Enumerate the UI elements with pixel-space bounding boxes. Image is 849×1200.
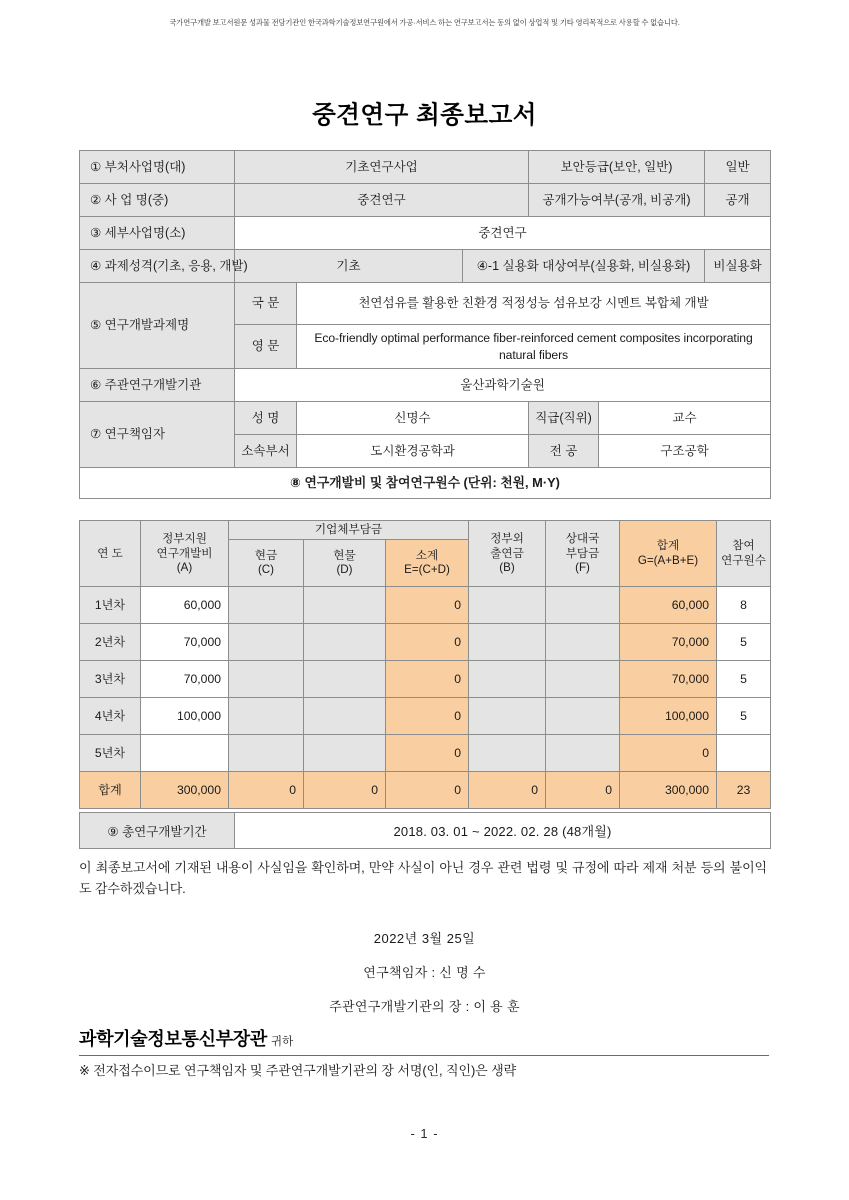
cell-cash — [229, 587, 304, 624]
cell-counterpart-total: 0 — [546, 772, 620, 809]
signature-organization-head: 주관연구개발기관의 장 : 이 용 훈 — [329, 999, 520, 1014]
counterpart-line2: 부담금 — [565, 546, 600, 560]
cell-year: 2년차 — [80, 624, 141, 661]
budget-table-body — [80, 587, 771, 809]
cell-gov-funding-total: 300,000 — [141, 772, 229, 809]
value-project-title-ko: 천연섬유를 활용한 친환경 적정성능 섬유보강 시멘트 복합체 개발 — [297, 283, 771, 325]
gov-funding-line2: 연구개발비 — [156, 546, 213, 560]
label-subprogram-name: ③ 세부사업명(소) — [80, 217, 235, 250]
cell-year-total: 합계 — [80, 772, 141, 809]
subtotal-line1: 소계 — [415, 549, 439, 562]
cell-gov-funding: 70,000 — [141, 624, 229, 661]
budget-table — [79, 520, 771, 809]
cell-counterpart — [546, 587, 620, 624]
value-security-grade: 일반 — [705, 151, 771, 184]
table-row-program-name — [80, 184, 771, 217]
value-project-title-en: Eco-friendly optimal performance fiber-reinforced cement composites incorporating natural fibers — [297, 325, 771, 369]
researchers-line1: 참여 — [732, 539, 755, 553]
counterpart-line3: (F) — [575, 560, 590, 574]
table-row-budget-section-header — [80, 468, 771, 499]
label-lead-institution: ⑥ 주관연구개발기관 — [80, 369, 235, 402]
cell-counterpart — [546, 661, 620, 698]
cell-researchers: 5 — [717, 624, 771, 661]
cell-nongov — [469, 587, 546, 624]
table-row-pi-name — [80, 402, 771, 435]
value-program-name: 중견연구 — [235, 184, 529, 217]
nongov-line2: 출연금 — [490, 546, 524, 560]
label-disclosure: 공개가능여부(공개, 비공개) — [529, 184, 705, 217]
cell-gov-funding: 100,000 — [141, 698, 229, 735]
gov-funding-line1: 정부지원 — [162, 532, 207, 546]
value-ministry-program: 기초연구사업 — [235, 151, 529, 184]
page-number: - 1 - — [410, 1126, 439, 1141]
label-ministry-program: ① 부처사업명(대) — [80, 151, 235, 184]
subtotal-line2: E=(C+D) — [404, 563, 450, 577]
value-lead-institution: 울산과학기술원 — [235, 369, 771, 402]
cell-inkind — [304, 661, 386, 698]
cell-nongov-total: 0 — [469, 772, 546, 809]
research-period-table — [79, 812, 771, 849]
researchers-line2: 연구원수 — [721, 553, 766, 567]
value-research-period: 2018. 03. 01 ~ 2022. 02. 28 (48개월) — [235, 813, 771, 849]
minister-addressee — [79, 1025, 769, 1056]
label-project-character: ④ 과제성격(기초, 응용, 개발) — [80, 250, 235, 283]
label-project-title: ⑤ 연구개발과제명 — [80, 283, 235, 369]
gov-funding-line3: (A) — [176, 560, 193, 574]
cash-line2: (C) — [257, 563, 275, 577]
col-header-grand-total — [620, 521, 717, 587]
cell-researchers: 5 — [717, 661, 771, 698]
value-commercialization: 비실용화 — [705, 250, 771, 283]
page-title: 중견연구 최종보고서 — [312, 102, 537, 129]
table-row-research-period — [80, 813, 771, 849]
table-row — [80, 624, 771, 661]
table-row — [80, 661, 771, 698]
cell-cash — [229, 698, 304, 735]
project-info-table — [79, 150, 771, 499]
cell-year: 4년차 — [80, 698, 141, 735]
value-pi-position: 교수 — [599, 402, 771, 435]
value-pi-name: 신명수 — [297, 402, 529, 435]
table-row-subprogram-name — [80, 217, 771, 250]
cell-grand-total-total: 300,000 — [620, 772, 717, 809]
cash-line1: 현금 — [254, 549, 278, 562]
table-row — [80, 587, 771, 624]
cell-gov-funding: 70,000 — [141, 661, 229, 698]
value-disclosure: 공개 — [705, 184, 771, 217]
table-row-total — [80, 772, 771, 809]
declaration-text: 이 최종보고서에 기재된 내용이 사실임을 확인하며, 만약 사실이 아닌 경우 관련 법령 및 규정에 따라 제재 처분 등의 불이익도 감수하겠습니다. — [79, 860, 767, 897]
cell-year: 5년차 — [80, 735, 141, 772]
cell-inkind — [304, 587, 386, 624]
cell-grand-total: 70,000 — [620, 624, 717, 661]
budget-section-title: ⑧ 연구개발비 및 참여연구원수 (단위: 천원, M·Y) — [80, 468, 771, 499]
minister-honorific: 귀하 — [270, 1036, 294, 1048]
col-header-researchers — [717, 521, 771, 587]
col-header-year: 연 도 — [80, 521, 141, 587]
budget-header-row-1 — [80, 521, 771, 540]
cell-counterpart — [546, 698, 620, 735]
cell-researchers: 8 — [717, 587, 771, 624]
col-header-cash — [229, 540, 304, 587]
cell-company-subtotal-total: 0 — [386, 772, 469, 809]
cell-nongov — [469, 624, 546, 661]
cell-grand-total: 60,000 — [620, 587, 717, 624]
label-security-grade: 보안등급(보안, 일반) — [529, 151, 705, 184]
col-header-gov-funding — [141, 521, 229, 587]
label-pi-position: 직급(직위) — [529, 402, 599, 435]
inkind-line2: (D) — [336, 563, 353, 577]
label-title-english: 영 문 — [235, 325, 297, 369]
cell-nongov — [469, 661, 546, 698]
cell-year: 3년차 — [80, 661, 141, 698]
col-header-company-contribution: 기업체부담금 — [229, 521, 469, 540]
cell-inkind-total: 0 — [304, 772, 386, 809]
table-row-lead-institution — [80, 369, 771, 402]
inkind-line1: 현물 — [333, 549, 356, 562]
label-pi-major: 전 공 — [529, 435, 599, 468]
signature-date: 2022년 3월 25일 — [373, 931, 476, 946]
col-header-nongov-funding — [469, 521, 546, 587]
minister-title: 과학기술정보통신부장관 — [79, 1029, 267, 1049]
cell-inkind — [304, 698, 386, 735]
cell-cash — [229, 735, 304, 772]
label-program-name: ② 사 업 명(중) — [80, 184, 235, 217]
cell-grand-total: 70,000 — [620, 661, 717, 698]
label-commercialization: ④-1 실용화 대상여부(실용화, 비실용화) — [463, 250, 705, 283]
value-pi-major: 구조공학 — [599, 435, 771, 468]
value-project-character: 기초 — [235, 250, 463, 283]
cell-cash-total: 0 — [229, 772, 304, 809]
col-header-counterpart-country — [546, 521, 620, 587]
copyright-notice: 국가연구개발 보고서원문 성과물 전담기관인 한국과학기술정보연구원에서 가공·서비스 하는 연구보고서는 동의 없이 상업적 및 기타 영리목적으로 사용할 수 없습니다. — [169, 18, 680, 27]
value-subprogram-name: 중견연구 — [235, 217, 771, 250]
cell-researchers: 5 — [717, 698, 771, 735]
cell-company-subtotal: 0 — [386, 698, 469, 735]
nongov-line3: (B) — [499, 560, 515, 574]
label-principal-investigator: ⑦ 연구책임자 — [80, 402, 235, 468]
cell-inkind — [304, 624, 386, 661]
cell-cash — [229, 661, 304, 698]
cell-year: 1년차 — [80, 587, 141, 624]
cell-counterpart — [546, 735, 620, 772]
counterpart-line1: 상대국 — [565, 532, 600, 546]
cell-grand-total: 100,000 — [620, 698, 717, 735]
table-row-project-character — [80, 250, 771, 283]
value-pi-department: 도시환경공학과 — [297, 435, 529, 468]
label-pi-name: 성 명 — [235, 402, 297, 435]
grand-total-line2: G=(A+B+E) — [637, 553, 699, 567]
cell-company-subtotal: 0 — [386, 661, 469, 698]
cell-nongov — [469, 698, 546, 735]
table-row-ministry-program — [80, 151, 771, 184]
cell-company-subtotal: 0 — [386, 624, 469, 661]
cell-researchers — [717, 735, 771, 772]
table-row — [80, 735, 771, 772]
cell-researchers-total: 23 — [717, 772, 771, 809]
cell-company-subtotal: 0 — [386, 735, 469, 772]
table-row-project-title-ko — [80, 283, 771, 325]
cell-gov-funding — [141, 735, 229, 772]
label-pi-department: 소속부서 — [235, 435, 297, 468]
nongov-line1: 정부외 — [490, 532, 524, 546]
col-header-company-subtotal — [386, 540, 469, 587]
cell-company-subtotal: 0 — [386, 587, 469, 624]
col-header-inkind — [304, 540, 386, 587]
cell-inkind — [304, 735, 386, 772]
cell-cash — [229, 624, 304, 661]
label-title-korean: 국 문 — [235, 283, 297, 325]
cell-counterpart — [546, 624, 620, 661]
label-research-period: ⑨ 총연구개발기간 — [80, 813, 235, 849]
signature-principal-investigator: 연구책임자 : 신 명 수 — [363, 965, 486, 980]
cell-gov-funding: 60,000 — [141, 587, 229, 624]
electronic-submission-note: ※ 전자접수이므로 연구책임자 및 주관연구개발기관의 장 서명(인, 직인)은 생략 — [79, 1063, 517, 1078]
table-row — [80, 698, 771, 735]
grand-total-line1: 합계 — [656, 539, 680, 553]
cell-grand-total: 0 — [620, 735, 717, 772]
cell-nongov — [469, 735, 546, 772]
